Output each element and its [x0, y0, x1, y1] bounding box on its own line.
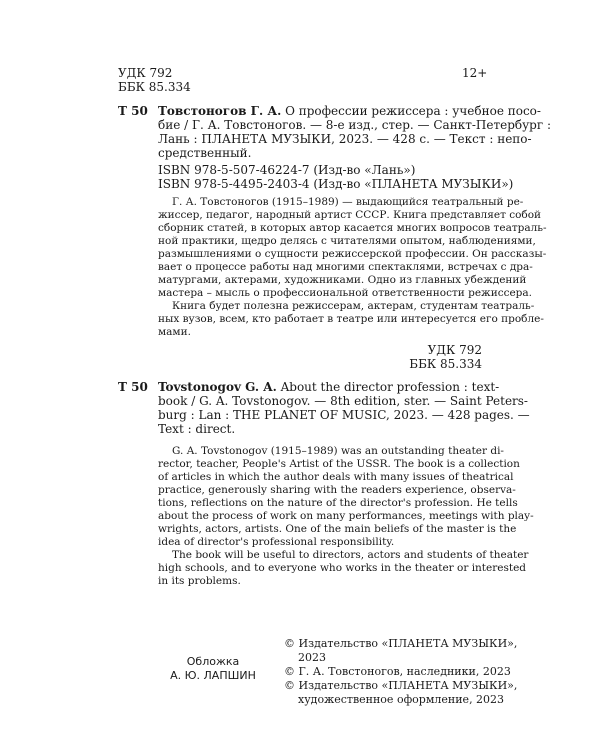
en-author: Tovstonogov G. A. [158, 380, 277, 394]
ru-bbk: ББК 85.334 [409, 357, 482, 371]
ru-annotation-line: Книга будет полезна режиссерам, актерам, студентам театраль- [172, 300, 535, 312]
ru-annotation-line: матургами, актерами, художниками. Одно из главных убеждений [158, 274, 527, 286]
cover-label: Обложка [186, 655, 240, 668]
ru-annotation-line: сборник статей, в которых автор касается многих вопросов театраль- [158, 222, 547, 234]
en-annotation-line: G. A. Tovstonogov (1915–1989) was an outstanding theater di- [172, 445, 504, 457]
copyright-line: 2023 [298, 651, 326, 664]
copyright-line: художественное оформление, 2023 [298, 693, 505, 706]
en-annotation-line: of articles in which the author deals with many issues of theatrical [158, 471, 514, 483]
ru-udk: УДК 792 [427, 343, 482, 357]
en-annotation-line: about the process of work on many performances, meetings with play- [158, 510, 534, 522]
ru-annotation-line: вает о процессе работы над многими спектаклями, встречах с дра- [158, 261, 533, 273]
en-record-line: Text : direct. [158, 422, 236, 436]
en-annotation-line: rector, teacher, People's Artist of the USSR. The book is a collection [158, 458, 520, 470]
ru-author: Товстоногов Г. А. [158, 104, 282, 118]
en-annotation-line: tions, reflections on the nature of the director's profession. He tells [158, 497, 518, 509]
ru-annotation-line: размышлениями о сущности режиссерской профессии. Он рассказы- [158, 248, 547, 260]
header-udk: УДК 792 [118, 66, 173, 80]
ru-record-line: бие / Г. А. Товстоногов. — 8-е изд., стер. — Санкт-Петербург : [158, 118, 551, 132]
ru-annotation-line: мами. [158, 326, 191, 338]
ru-annotation-line: мастера – мысль о профессиональной ответственности режиссера. [158, 287, 532, 299]
age-rating: 12+ [462, 66, 488, 80]
ru-annotation-line: ных вузов, всем, кто работает в театре или интересуется его пробле- [158, 313, 544, 325]
ru-record-code: Т 50 [118, 104, 148, 118]
en-annotation-line: The book will be useful to directors, actors and students of theater [172, 549, 529, 561]
ru-title: О профессии режиссера : учебное посо- [281, 104, 541, 118]
en-annotation-line: high schools, and to everyone who works in the theater or interested [158, 562, 527, 574]
en-title: About the director profession : text- [276, 380, 500, 394]
ru-annotation-line: Г. А. Товстоногов (1915–1989) — выдающийся театральный ре- [172, 196, 524, 208]
copyright-line: © Издательство «ПЛАНЕТА МУЗЫКИ», [284, 679, 518, 692]
cover-artist: А. Ю. ЛАПШИН [170, 669, 256, 682]
ru-record-line: средственный. [158, 146, 252, 160]
en-annotation-line: wrights, actors, artists. One of the main beliefs of the master is the [158, 523, 517, 535]
en-record-line: book / G. A. Tovstonogov. — 8th edition, ster. — Saint Peters- [158, 394, 528, 408]
en-record-line-1 [158, 380, 499, 395]
isbn-planeta: ISBN 978-5-4495-2403-4 (Изд-во «ПЛАНЕТА МУЗЫКИ») [158, 177, 514, 191]
en-record-code: Т 50 [118, 380, 148, 394]
header-bbk: ББК 85.334 [118, 80, 191, 94]
en-annotation-line: practice, generously sharing with the readers experience, observa- [158, 484, 516, 496]
en-annotation-line: idea of director's professional responsibility. [158, 536, 395, 548]
ru-annotation-line: жиссер, педагог, народный артист СССР. Книга представляет собой [158, 209, 542, 221]
ru-record-line-1 [158, 104, 541, 119]
copyright-line: © Г. А. Товстоногов, наследники, 2023 [284, 665, 511, 678]
isbn-lan: ISBN 978-5-507-46224-7 (Изд-во «Лань») [158, 163, 416, 177]
ru-record-line: Лань : ПЛАНЕТА МУЗЫКИ, 2023. — 428 с. — Текст : непо- [158, 132, 532, 146]
en-annotation-line: in its problems. [158, 575, 241, 587]
ru-annotation-line: ной практики, щедро делясь с читателями опытом, наблюдениями, [158, 235, 536, 247]
en-record-line: burg : Lan : THE PLANET OF MUSIC, 2023. — 428 pages. — [158, 408, 530, 422]
copyright-line: © Издательство «ПЛАНЕТА МУЗЫКИ», [284, 637, 518, 650]
